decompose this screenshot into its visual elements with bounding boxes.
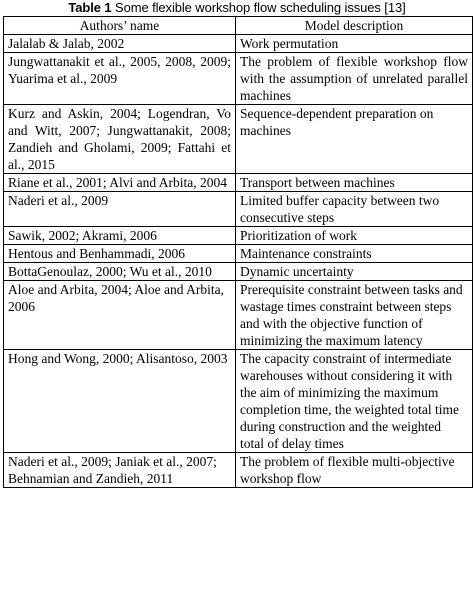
description-cell: Limited buffer capacity between two consecutive steps (236, 192, 473, 227)
table-row (4, 263, 473, 281)
table-caption-text: Some flexible workshop flow scheduling issues [13] (115, 0, 406, 15)
authors-cell: Jungwattanakit et al., 2005, 2008, 2009; Yuarima et al., 2009 (4, 53, 236, 105)
scheduling-issues-table (3, 16, 473, 488)
description-cell: Sequence-dependent preparation on machines (236, 105, 473, 174)
table-row (4, 174, 473, 192)
header-model-description: Model description (236, 17, 473, 35)
description-cell: Work permutation (236, 35, 473, 53)
table-header-row (4, 17, 473, 35)
authors-cell: Riane et al., 2001; Alvi and Arbita, 2004 (4, 174, 236, 192)
table-row (4, 281, 473, 350)
table-row (4, 350, 473, 453)
authors-cell: Aloe and Arbita, 2004; Aloe and Arbita, 2006 (4, 281, 236, 350)
table-row (4, 35, 473, 53)
header-authors: Authors’ name (4, 17, 236, 35)
table-row (4, 192, 473, 227)
table-caption-label: Table 1 (68, 0, 112, 15)
authors-cell: Naderi et al., 2009; Janiak et al., 2007; Behnamian and Zandieh, 2011 (4, 453, 236, 488)
table-caption (0, 0, 474, 16)
table-row (4, 453, 473, 488)
table-row (4, 227, 473, 245)
description-cell: Transport between machines (236, 174, 473, 192)
authors-cell: Jalalab & Jalab, 2002 (4, 35, 236, 53)
description-cell: Maintenance constraints (236, 245, 473, 263)
authors-cell: Kurz and Askin, 2004; Logendran, Vo and Witt, 2007; Jungwattanakit, 2008; Zandieh and Gholami, 2009; Fattahi et al., 2015 (4, 105, 236, 174)
authors-cell: BottaGenoulaz, 2000; Wu et al., 2010 (4, 263, 236, 281)
description-cell: Dynamic uncertainty (236, 263, 473, 281)
table-row (4, 53, 473, 105)
description-cell: The problem of flexible multi-objective workshop flow (236, 453, 473, 488)
description-cell: The problem of flexible workshop flow with the assumption of unrelated parallel machines (236, 53, 473, 105)
authors-cell: Hentous and Benhammadi, 2006 (4, 245, 236, 263)
authors-cell: Naderi et al., 2009 (4, 192, 236, 227)
description-cell: Prerequisite constraint between tasks and wastage times constraint between steps and with the objective function of minimizing the maximum latency (236, 281, 473, 350)
description-cell: The capacity constraint of intermediate warehouses without considering it with the aim of minimizing the maximum completion time, the weighted total time during construction and the weighted total of delay times (236, 350, 473, 453)
description-cell: Prioritization of work (236, 227, 473, 245)
authors-cell: Hong and Wong, 2000; Alisantoso, 2003 (4, 350, 236, 453)
table-row (4, 105, 473, 174)
authors-cell: Sawik, 2002; Akrami, 2006 (4, 227, 236, 245)
table-row (4, 245, 473, 263)
